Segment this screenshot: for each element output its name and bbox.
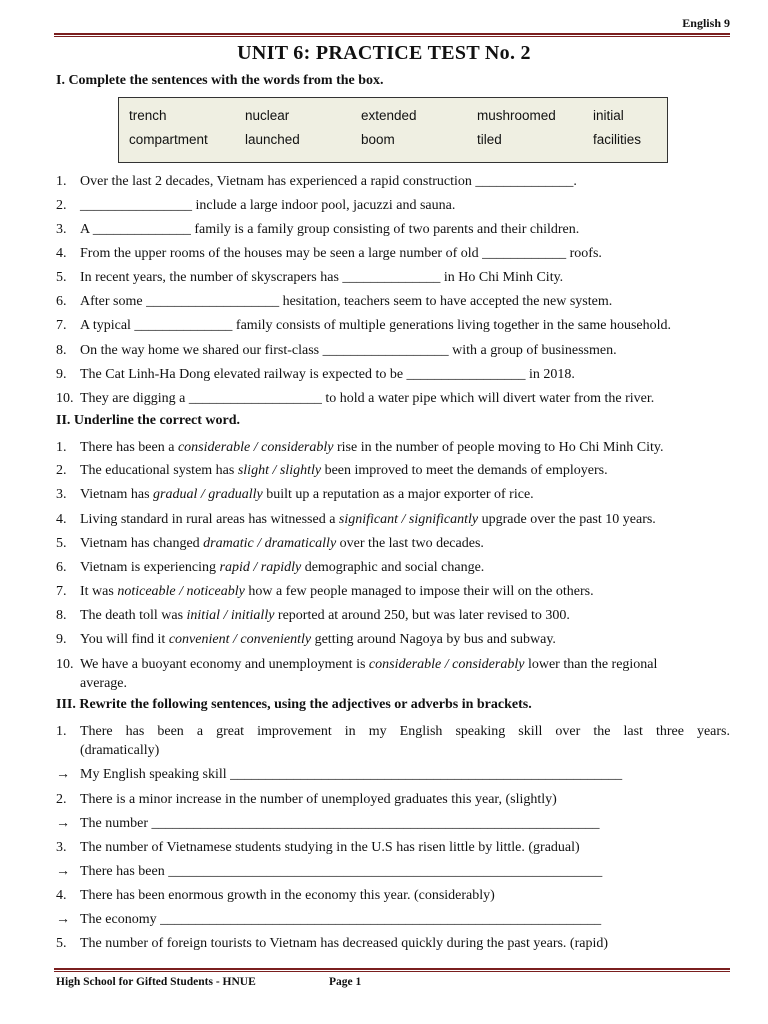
section-2-heading: II. Underline the correct word. xyxy=(56,413,241,428)
item-number: 1. xyxy=(56,724,67,739)
word-choice[interactable]: significant / significantly xyxy=(338,512,479,527)
item-text: Vietnam has xyxy=(80,487,154,502)
item-number: 4. xyxy=(56,888,67,903)
item-text: It was xyxy=(80,584,118,599)
arrow-icon: → xyxy=(56,816,70,831)
arrow-icon: → xyxy=(56,912,70,927)
word-choice[interactable]: noticeable / noticeably xyxy=(117,584,245,599)
item-number: 3. xyxy=(56,840,67,855)
item-text: Vietnam is experiencing xyxy=(80,560,220,575)
item-text: There is a minor increase in the number of unemployed graduates this year, (slightly) xyxy=(80,792,557,807)
item-number: 7. xyxy=(56,584,67,599)
item-number: 3. xyxy=(56,487,67,502)
item-number: 2. xyxy=(56,792,67,807)
item-text: Over the last 2 decades, Vietnam has experienced a rapid construction ______________. xyxy=(80,174,577,189)
arrow-icon: → xyxy=(56,864,70,879)
word-choice[interactable]: considerable / considerably xyxy=(177,440,334,455)
page-number: Page 1 xyxy=(329,976,362,988)
item-text: lower than the regional xyxy=(524,657,658,672)
item-text: From the upper rooms of the houses may be seen a large number of old ____________ roofs. xyxy=(80,246,602,261)
footer-rule xyxy=(54,968,730,972)
item-number: 5. xyxy=(56,270,67,285)
item-text: A ______________ family is a family group consisting of two parents and their children. xyxy=(80,222,580,237)
item-number: 6. xyxy=(56,294,67,309)
item-number: 10. xyxy=(56,657,74,672)
item-number: 1. xyxy=(56,174,67,189)
item-text: over the last two decades. xyxy=(336,536,484,551)
word-choice[interactable]: considerable / considerably xyxy=(368,657,525,672)
item-number: 6. xyxy=(56,560,67,575)
word-choice[interactable]: dramatic / dramatically xyxy=(203,536,337,551)
item-text: been improved to meet the demands of employers. xyxy=(321,463,608,478)
word-box-item: facilities xyxy=(593,132,642,147)
item-text: We have a buoyant economy and unemployment is xyxy=(80,657,369,672)
item-text: There has been a xyxy=(80,440,178,455)
item-number: 2. xyxy=(56,198,67,213)
word-box-item: trench xyxy=(129,108,167,123)
answer-prompt: My English speaking skill ________________________________________________________ xyxy=(80,767,623,782)
item-text: getting around Nagoya by bus and subway. xyxy=(311,632,556,647)
item-text: rise in the number of people moving to Ho Chi Minh City. xyxy=(333,440,664,455)
word-box-item: compartment xyxy=(129,132,208,147)
item-text: On the way home we shared our first-class __________________ with a group of businessmen. xyxy=(80,343,617,358)
item-text: The number of Vietnamese students studying in the U.S has risen little by little. (gradual) xyxy=(80,840,580,855)
item-text: A typical ______________ family consists of multiple generations living together in the same household. xyxy=(80,318,672,333)
item-text: (dramatically) xyxy=(80,743,160,758)
item-text: Vietnam has changed xyxy=(80,536,204,551)
word-box-item: mushroomed xyxy=(477,108,556,123)
item-number: 4. xyxy=(56,512,67,527)
item-number: 7. xyxy=(56,318,67,333)
item-text: average. xyxy=(80,676,128,691)
item-text: how a few people managed to impose their will on the others. xyxy=(244,584,594,599)
item-number: 1. xyxy=(56,440,67,455)
item-number: 10. xyxy=(56,391,74,406)
item-text: The death toll was xyxy=(80,608,187,623)
word-choice[interactable]: slight / slightly xyxy=(237,463,322,478)
page-title: UNIT 6: PRACTICE TEST No. 2 xyxy=(237,42,531,64)
item-text: The Cat Linh-Ha Dong elevated railway is expected to be _________________ in 2018. xyxy=(80,367,575,382)
item-text: You will find it xyxy=(80,632,169,647)
item-number: 5. xyxy=(56,536,67,551)
arrow-icon: → xyxy=(56,767,70,782)
answer-prompt: The economy _______________________________________________________________ xyxy=(80,912,602,927)
item-text: There has been enormous growth in the economy this year. (considerably) xyxy=(80,888,495,903)
item-number: 4. xyxy=(56,246,67,261)
item-number: 8. xyxy=(56,343,67,358)
word-choice[interactable]: rapid / rapidly xyxy=(219,560,302,575)
answer-prompt: The number ________________________________________________________________ xyxy=(80,816,600,831)
section-1-heading: I. Complete the sentences with the words from the box. xyxy=(56,73,384,88)
footer-school: High School for Gifted Students - HNUE xyxy=(56,976,256,988)
item-text: There has been a great improvement in my English speaking skill over the last three years. xyxy=(80,724,730,739)
word-box xyxy=(118,97,668,163)
word-box-item: tiled xyxy=(477,132,502,147)
item-text: The number of foreign tourists to Vietnam has decreased quickly during the past years. (rapid) xyxy=(80,936,609,951)
word-choice[interactable]: gradual / gradually xyxy=(153,487,263,502)
section-3-heading: III. Rewrite the following sentences, using the adjectives or adverbs in brackets. xyxy=(56,697,532,712)
item-text: The educational system has xyxy=(80,463,238,478)
item-number: 5. xyxy=(56,936,67,951)
item-number: 9. xyxy=(56,367,67,382)
item-number: 9. xyxy=(56,632,67,647)
item-text: ________________ include a large indoor pool, jacuzzi and sauna. xyxy=(80,198,456,213)
item-text: After some ___________________ hesitation, teachers seem to have accepted the new system. xyxy=(80,294,613,309)
header-rule xyxy=(54,33,730,37)
header-subject: English 9 xyxy=(682,16,730,30)
item-text: demographic and social change. xyxy=(301,560,485,575)
word-box-item: extended xyxy=(361,108,417,123)
word-box-item: boom xyxy=(361,132,395,147)
word-choice[interactable]: initial / initially xyxy=(186,608,275,623)
item-text: In recent years, the number of skyscrapers has ______________ in Ho Chi Minh City. xyxy=(80,270,564,285)
word-box-item: nuclear xyxy=(245,108,290,123)
word-choice[interactable]: convenient / conveniently xyxy=(168,632,312,647)
answer-prompt: There has been ______________________________________________________________ xyxy=(80,864,603,879)
item-text: They are digging a ___________________ to hold a water pipe which will divert water from the river. xyxy=(80,391,655,406)
item-number: 8. xyxy=(56,608,67,623)
item-text: upgrade over the past 10 years. xyxy=(478,512,656,527)
item-text: reported at around 250, but was later revised to 300. xyxy=(274,608,570,623)
word-box-item: launched xyxy=(245,132,300,147)
item-number: 3. xyxy=(56,222,67,237)
item-text: built up a reputation as a major exporter of rice. xyxy=(262,487,534,502)
item-text: Living standard in rural areas has witnessed a xyxy=(80,512,339,527)
word-box-item: initial xyxy=(593,108,624,123)
item-number: 2. xyxy=(56,463,67,478)
